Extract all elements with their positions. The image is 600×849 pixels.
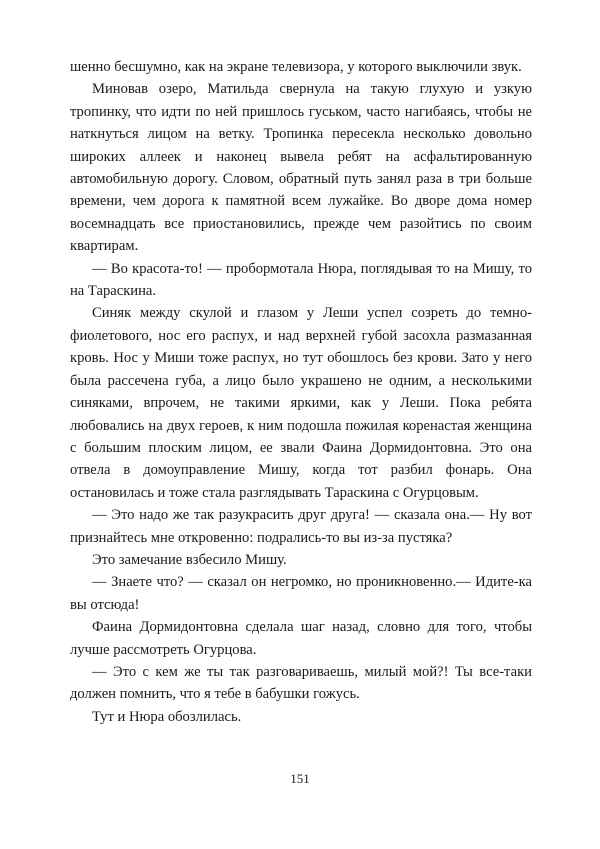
paragraph-dialogue: — Это с кем же ты так разговариваешь, милый мой?! Ты все-таки должен помнить, что я тебе в бабушки гожусь. <box>70 663 532 703</box>
paragraph-dialogue: — Знаете что? — сказал он негромко, но проникновенно.— Идите-ка вы отсюда! <box>70 574 532 613</box>
paragraph-dialogue: — Во красота-то! — пробормотала Нюра, поглядывая то на Мишу, то на Тараскина. <box>70 260 532 300</box>
paragraph-continued: шенно бесшумно, как на экране телевизора, у которого выключили звук. <box>70 59 522 75</box>
paragraph-dialogue: — Это надо же так разукрасить друг друга! — сказала она.— Ну вот признайтесь мне откровенно: подрались-то вы из-за пустяка? <box>70 507 532 546</box>
page-text <box>70 56 532 728</box>
paragraph: Синяк между скулой и глазом у Леши успел созреть до темно-фиолетового, нос его распух, и над верхней губой засохла размазанная кровь. Нос у Миши тоже распух, но тут обошлось без крови. Зато у него была рассечена губа, а лицо было украшено не одним, а несколькими синяками, впрочем, не такими яркими, как у Леши. Пока ребята любовались на двух героев, к ним подошла пожилая коренастая женщина с большим плоским лицом, ее звали Фаина Дормидонтовна. Это она отвела в домоуправление Мишу, когда тот разбил фонарь. Она остановилась и тоже стала разглядывать Тараскина с Огурцовым. <box>70 305 532 501</box>
paragraph: Тут и Нюра обозлилась. <box>92 708 242 725</box>
paragraph: Фаина Дормидонтовна сделала шаг назад, словно для того, чтобы лучше рассмотреть Огурцова. <box>70 619 532 658</box>
paragraph: Это замечание взбесило Мишу. <box>92 551 287 568</box>
paragraph: Миновав озеро, Матильда свернула на такую глухую и узкую тропинку, что идти по ней пришлось гуськом, часто нагибаясь, чтобы не наткнуться лицом на ветку. Тропинка пересекла несколько довольно широких аллеек и наконец вывела ребят на асфальтированную автомобильную дорогу. Словом, обратный путь занял раза в три больше времени, чем дорога к памятной всем лужайке. Во дворе дома номер восемнадцать все приостановились, прежде чем разойтись по своим квартирам. <box>70 81 532 255</box>
page-number: 151 <box>290 771 310 786</box>
